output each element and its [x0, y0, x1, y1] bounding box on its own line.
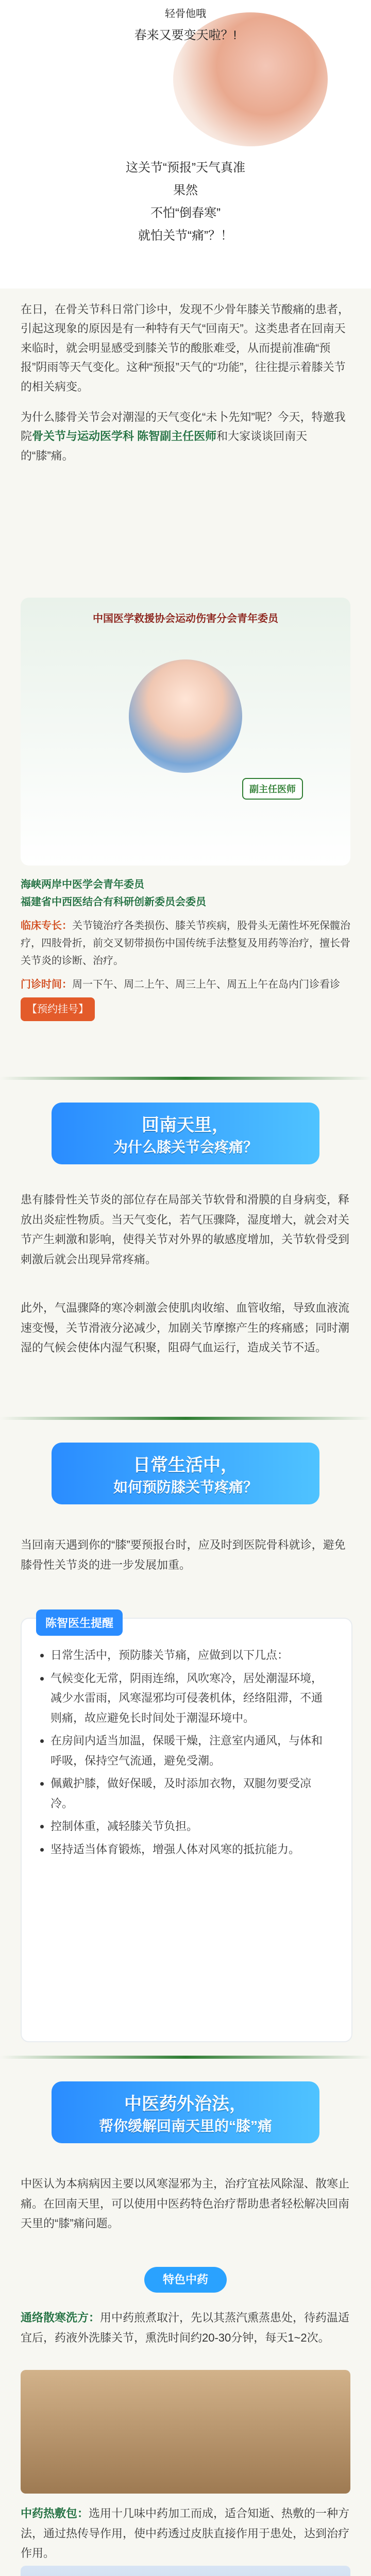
section-2-subtitle: 如何预防膝关节疼痛？ — [113, 1479, 258, 1495]
section-1-paragraph-2: 此外，气温骤降的寒冷刺激会使肌肉收缩、血管收缩，导致血液流速变慢，关节滑液分泌减少，加剧关节摩擦产生的疼痛感；同时潮湿的气候会使体内湿气积聚，阻碍气血运行，造成关节不适。 — [21, 1301, 350, 1354]
section-3-subtitle: 帮你缓解回南天里的“膝”痛 — [98, 2117, 272, 2134]
doctor-badge: 副主任医师 — [242, 778, 303, 800]
hero-question: 春来又要变天啦？! — [134, 28, 237, 42]
doctor-portrait — [129, 659, 242, 773]
section-2-intro: 当回南天遇到你的“膝”要预报台时，应及时到医院骨科就诊，避免膝骨性关节炎的进一步发展加重。 — [21, 1538, 346, 1571]
intro-paragraph-1: 在日，在骨关节科日常门诊中，发现不少骨年膝关节酸痛的患者，引起这现象的原因是有一种特有天气“回南天”。这类患者在回南天来临时，就会明显感受到膝关节的酸胀难受，从而提前准确“预报”阴雨等天气变化。这种“预报”天气的“功能”，往往提示着膝关节的相关病变。 — [21, 303, 350, 393]
divider — [0, 1077, 371, 1080]
expert-card — [21, 598, 350, 866]
section-2-header — [52, 1443, 319, 1504]
herb-item-2-text: 选用十几味中药加工而成，适合知逝、热敷的一种方法，通过热传导作用，使中药透过皮肤直接作用于患处，达到治疗作用。 — [21, 2507, 350, 2560]
tip-item: • 佩戴护膝，做好保暖，及时添加衣物，双腿勿要受凉冷。 — [50, 1774, 333, 1814]
intro-paragraph-2-prefix: 为什么膝骨关节会对潮湿的天气变化“未卜先知”呢？今天，特邀我院 — [21, 410, 346, 443]
divider — [0, 1417, 371, 1420]
section-1-subtitle: 为什么膝关节会疼痛？ — [113, 1139, 258, 1155]
expert-details — [21, 876, 350, 1021]
clinic-label: 门诊时间： — [21, 979, 72, 990]
herb-item-2 — [21, 2504, 350, 2564]
divider — [0, 2056, 371, 2059]
tip-item: • 在房间内适当加温，保暖干燥，注意室内通风，与体和呼吸，保持空气流通，避免受潮。 — [50, 1731, 333, 1771]
expert-title-2: 海峡两岸中医学会青年委员 — [21, 879, 144, 890]
section-1-title: 回南天里， — [141, 1115, 229, 1135]
herb-item-2-label: 中药热敷包： — [21, 2507, 89, 2520]
herb-item-1-text: 用中药煎煮取汁，先以其蒸汽熏蒸患处，待药温适宜后，药液外洗膝关节，熏洗时间约20-30分钟，每天1~2次。 — [21, 2311, 350, 2344]
expert-title-1: 中国医学救援协会运动伤害分会青年委员 — [93, 613, 278, 624]
section-1-header — [52, 1103, 319, 1164]
intro-paragraph-2-suffix: 和大家谈谈回南天的“膝”痛。 — [21, 430, 308, 462]
section-2-title: 日常生活中， — [132, 1455, 238, 1475]
hero-line-6: 就怕关节“痛”？！ — [138, 229, 233, 243]
tips-box — [21, 1618, 352, 2042]
doctor-name-highlight: 骨关节与运动医学科 陈智副主任医师 — [32, 430, 217, 443]
hero-line-5: 不怕“倒春寒” — [150, 206, 221, 220]
expert-title-3: 福建省中西医结合有科研创新委员会委员 — [21, 896, 206, 908]
section-1-paragraph-1: 患有膝骨性关节炎的部位存在局部关节软骨和滑膜的自身病变，释放出炎症性物质。当天气变化，若气压骤降，湿度增大，就会对关节产生刺激和影响，使得关节对外界的敏感度增加，关节软骨受到刺激后就会出现异常疼痛。 — [21, 1193, 350, 1266]
focus-text: 关节镜治疗各类损伤、膝关节疾病，股骨头无菌性坏死保髋治疗，四肢骨折，前交叉韧带损伤中国传统手法整复及用药等治疗，擅长骨关节炎的诊断、治疗。 — [21, 920, 350, 967]
tip-item: • 坚持适当体育锻炼，增强人体对风寒的抵抗能力。 — [50, 1840, 333, 1860]
focus-label: 临床专长： — [21, 920, 72, 931]
herb-item-1-label: 通络散寒洗方： — [21, 2311, 100, 2324]
expert-focus — [21, 917, 350, 970]
section-3-intro: 中医认为本病病因主要以风寒湿邪为主，治疗宜祛风除湿、散寒止痛。在回南天里，可以使用中医药特色治疗帮助患者轻松解决回南天里的“膝”痛问题。 — [21, 2177, 350, 2230]
herb-item-1 — [21, 2308, 350, 2348]
hero-line-3: 这关节“预报”天气真准 — [126, 161, 245, 175]
section-3-header — [52, 2081, 319, 2143]
tip-item: • 日常生活中，预防膝关节痛，应做到以下几点： — [50, 1646, 333, 1666]
clinic-text: 周一下午、周二上午、周三上午、周五上午在岛内门诊看诊 — [72, 979, 340, 990]
feature-herbs-chip: 特色中药 — [144, 2267, 227, 2293]
hero-tagline: 轻骨他哦 — [165, 8, 206, 20]
appointment-link[interactable]: 【预约挂号】 — [21, 997, 95, 1021]
tip-item: • 控制体重，减轻膝关节负担。 — [50, 1817, 333, 1837]
intro-paragraph-2 — [21, 408, 350, 465]
intro-text — [21, 289, 350, 477]
hero-line-4: 果然 — [173, 183, 198, 197]
section-3-title: 中医药外治法， — [124, 2094, 247, 2114]
tip-item: • 气候变化无常，阴雨连绵，风吹寒冷，居处潮湿环境，减少水雷雨，风寒湿邪均可侵袭机体，经络阻滞，不通则痛，故应避免长时间处于潮湿环境中。 — [50, 1669, 333, 1728]
expert-clinic — [21, 976, 350, 993]
heat-pack-photo — [21, 2566, 350, 2576]
tips-box-header: 陈智医生提醒 — [36, 1609, 123, 1636]
tips-list — [22, 1619, 351, 1874]
hero-banner — [0, 0, 371, 289]
herb-photo — [21, 2370, 350, 2494]
